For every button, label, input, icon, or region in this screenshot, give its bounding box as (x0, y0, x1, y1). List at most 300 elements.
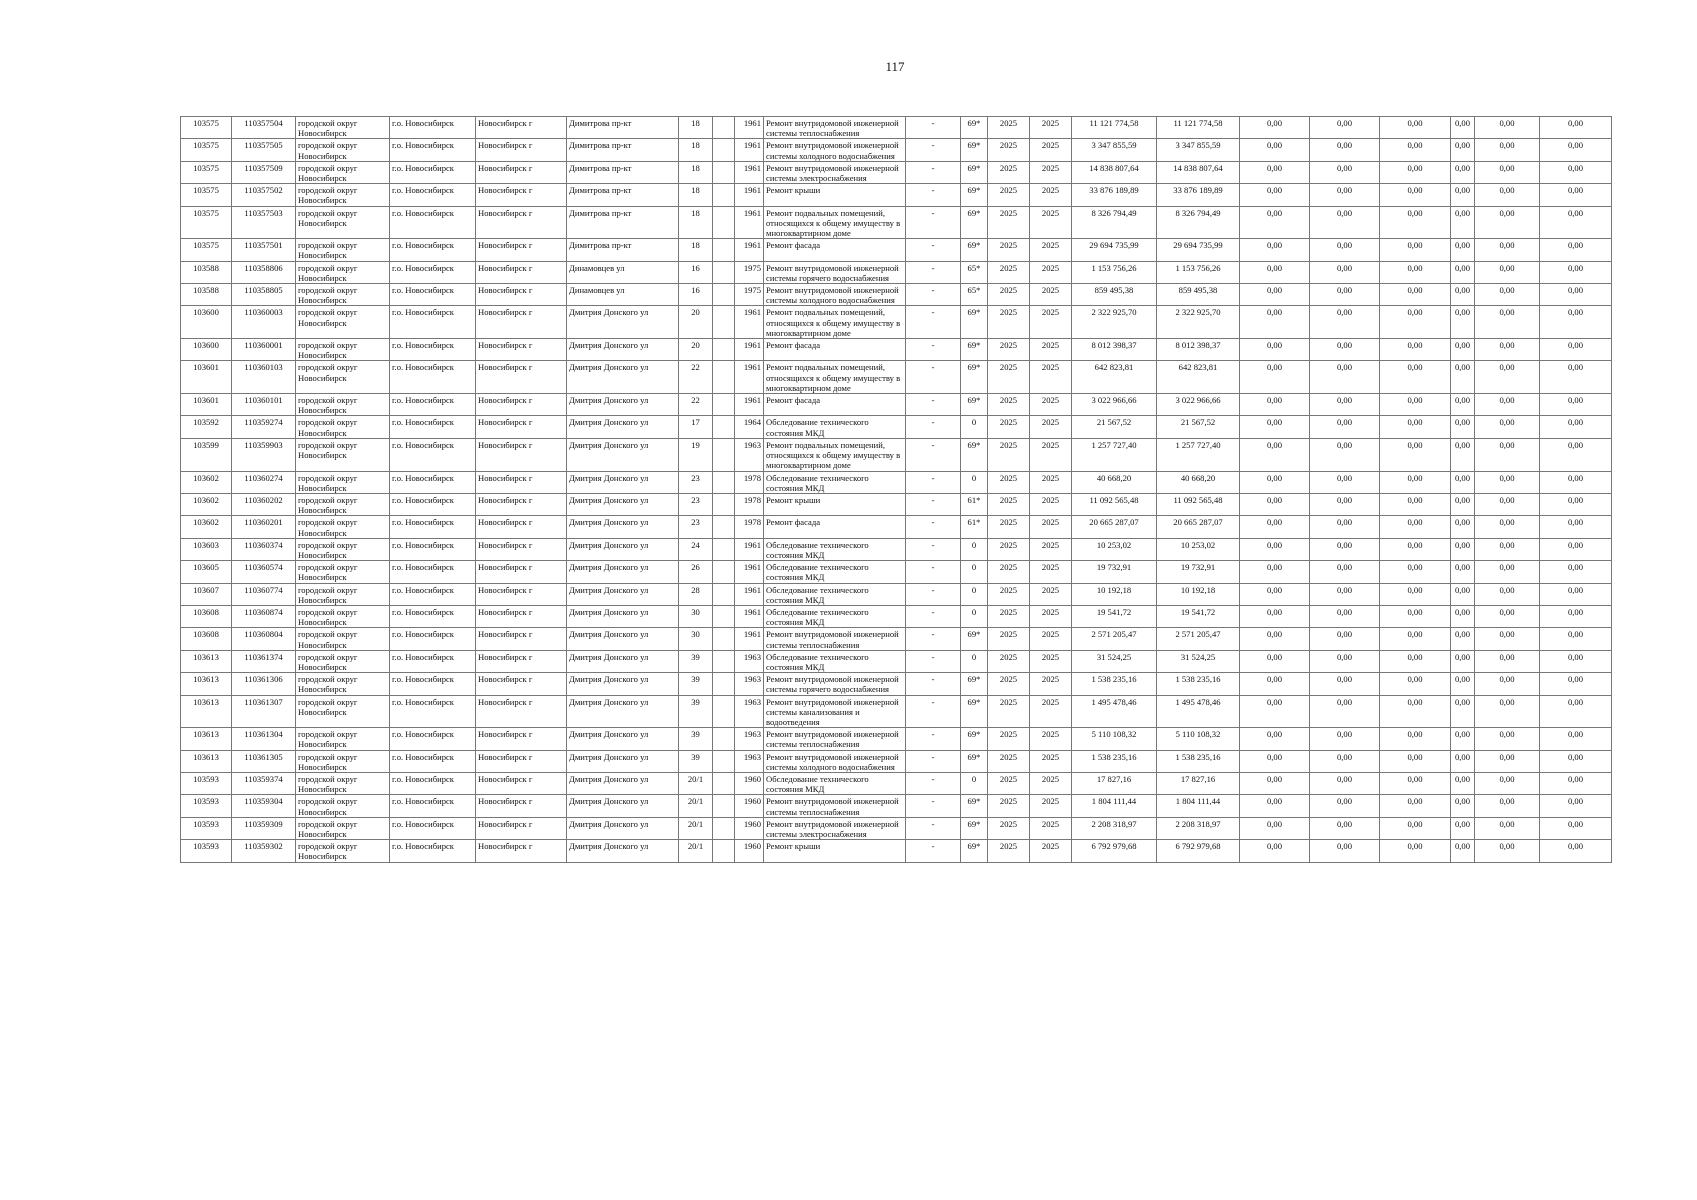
district-cell: г.о. Новосибирск (390, 394, 476, 416)
table-row (181, 561, 1612, 583)
row-id-cell: 103613 (181, 750, 232, 772)
street-cell: Димитрова пр-кт (567, 117, 679, 139)
amount-3-cell: 0,00 (1380, 161, 1451, 183)
row-id-cell: 103593 (181, 795, 232, 817)
plan-year-start-cell: 2025 (988, 538, 1030, 560)
table-row (181, 184, 1612, 206)
district-cell: г.о. Новосибирск (390, 795, 476, 817)
year-built-cell: 1961 (735, 583, 764, 605)
amount-1-cell: 0,00 (1240, 239, 1310, 261)
amount-3-cell: 0,00 (1380, 750, 1451, 772)
amount-2-cell: 0,00 (1310, 493, 1380, 515)
amount-6-cell: 0,00 (1540, 394, 1612, 416)
plan-year-start-cell: 2025 (988, 772, 1030, 794)
total-cost-cell: 31 524,25 (1072, 650, 1157, 672)
house-cell: 39 (679, 750, 713, 772)
row-id-cell: 103608 (181, 628, 232, 650)
wear-cell: 69* (961, 695, 988, 728)
wear-cell: 61* (961, 516, 988, 538)
amount-4-cell: 0,00 (1451, 728, 1475, 750)
letter-cell (713, 339, 735, 361)
amount-4-cell: 0,00 (1451, 538, 1475, 560)
work-type-cell: Обследование технического состояния МКД (764, 583, 906, 605)
municipality-cell: городской округ Новосибирск (296, 538, 390, 560)
municipality-cell: городской округ Новосибирск (296, 628, 390, 650)
table-row (181, 795, 1612, 817)
plan-year-end-cell: 2025 (1030, 139, 1072, 161)
work-type-cell: Обследование технического состояния МКД (764, 471, 906, 493)
house-cell: 18 (679, 139, 713, 161)
dash-cell: - (906, 695, 961, 728)
letter-cell (713, 772, 735, 794)
amount-3-cell: 0,00 (1380, 538, 1451, 560)
municipality-cell: городской округ Новосибирск (296, 416, 390, 438)
municipality-cell: городской округ Новосибирск (296, 650, 390, 672)
plan-year-start-cell: 2025 (988, 394, 1030, 416)
amount-6-cell: 0,00 (1540, 817, 1612, 839)
row-id-cell: 103575 (181, 239, 232, 261)
plan-year-end-cell: 2025 (1030, 394, 1072, 416)
city-cell: Новосибирск г (476, 306, 567, 339)
plan-year-end-cell: 2025 (1030, 695, 1072, 728)
municipality-cell: городской округ Новосибирск (296, 728, 390, 750)
house-cell: 39 (679, 728, 713, 750)
amount-4-cell: 0,00 (1451, 817, 1475, 839)
letter-cell (713, 438, 735, 471)
city-cell: Новосибирск г (476, 750, 567, 772)
total-cost-cell: 6 792 979,68 (1072, 840, 1157, 862)
city-cell: Новосибирск г (476, 361, 567, 394)
work-code-cell: 110359304 (232, 795, 296, 817)
year-built-cell: 1963 (735, 695, 764, 728)
house-cell: 23 (679, 516, 713, 538)
city-cell: Новосибирск г (476, 840, 567, 862)
year-built-cell: 1961 (735, 394, 764, 416)
amount-4-cell: 0,00 (1451, 306, 1475, 339)
amount-1-cell: 0,00 (1240, 161, 1310, 183)
municipality-cell: городской округ Новосибирск (296, 261, 390, 283)
row-id-cell: 103602 (181, 493, 232, 515)
amount-2-cell: 0,00 (1310, 139, 1380, 161)
plan-year-start-cell: 2025 (988, 471, 1030, 493)
plan-year-end-cell: 2025 (1030, 284, 1072, 306)
amount-2-cell: 0,00 (1310, 516, 1380, 538)
year-built-cell: 1978 (735, 493, 764, 515)
house-cell: 20/1 (679, 840, 713, 862)
plan-year-start-cell: 2025 (988, 261, 1030, 283)
city-cell: Новосибирск г (476, 493, 567, 515)
amount-6-cell: 0,00 (1540, 772, 1612, 794)
row-id-cell: 103607 (181, 583, 232, 605)
amount-1-cell: 0,00 (1240, 628, 1310, 650)
plan-year-start-cell: 2025 (988, 750, 1030, 772)
work-type-cell: Ремонт крыши (764, 184, 906, 206)
fund-sum-cell: 1 804 111,44 (1157, 795, 1240, 817)
city-cell: Новосибирск г (476, 438, 567, 471)
amount-5-cell: 0,00 (1475, 750, 1540, 772)
amount-5-cell: 0,00 (1475, 117, 1540, 139)
amount-2-cell: 0,00 (1310, 161, 1380, 183)
table-row (181, 695, 1612, 728)
fund-sum-cell: 1 538 235,16 (1157, 750, 1240, 772)
amount-6-cell: 0,00 (1540, 840, 1612, 862)
district-cell: г.о. Новосибирск (390, 306, 476, 339)
dash-cell: - (906, 339, 961, 361)
city-cell: Новосибирск г (476, 184, 567, 206)
work-type-cell: Обследование технического состояния МКД (764, 605, 906, 627)
plan-year-end-cell: 2025 (1030, 261, 1072, 283)
table-row (181, 493, 1612, 515)
house-cell: 16 (679, 261, 713, 283)
work-type-cell: Ремонт внутридомовой инженерной системы холодного водоснабжения (764, 750, 906, 772)
table-row (181, 750, 1612, 772)
year-built-cell: 1961 (735, 117, 764, 139)
wear-cell: 0 (961, 471, 988, 493)
letter-cell (713, 628, 735, 650)
fund-sum-cell: 20 665 287,07 (1157, 516, 1240, 538)
amount-5-cell: 0,00 (1475, 284, 1540, 306)
municipality-cell: городской округ Новосибирск (296, 139, 390, 161)
amount-5-cell: 0,00 (1475, 795, 1540, 817)
dash-cell: - (906, 139, 961, 161)
fund-sum-cell: 2 322 925,70 (1157, 306, 1240, 339)
dash-cell: - (906, 840, 961, 862)
letter-cell (713, 728, 735, 750)
amount-6-cell: 0,00 (1540, 750, 1612, 772)
fund-sum-cell: 10 192,18 (1157, 583, 1240, 605)
amount-5-cell: 0,00 (1475, 583, 1540, 605)
row-id-cell: 103600 (181, 339, 232, 361)
work-type-cell: Ремонт внутридомовой инженерной системы электроснабжения (764, 161, 906, 183)
district-cell: г.о. Новосибирск (390, 605, 476, 627)
letter-cell (713, 161, 735, 183)
dash-cell: - (906, 471, 961, 493)
total-cost-cell: 3 347 855,59 (1072, 139, 1157, 161)
amount-1-cell: 0,00 (1240, 673, 1310, 695)
amount-4-cell: 0,00 (1451, 206, 1475, 239)
city-cell: Новосибирск г (476, 261, 567, 283)
house-cell: 20/1 (679, 772, 713, 794)
municipality-cell: городской округ Новосибирск (296, 695, 390, 728)
work-type-cell: Обследование технического состояния МКД (764, 561, 906, 583)
house-cell: 16 (679, 284, 713, 306)
plan-year-end-cell: 2025 (1030, 772, 1072, 794)
work-code-cell: 110359903 (232, 438, 296, 471)
row-id-cell: 103588 (181, 284, 232, 306)
municipality-cell: городской округ Новосибирск (296, 339, 390, 361)
work-code-cell: 110361374 (232, 650, 296, 672)
city-cell: Новосибирск г (476, 139, 567, 161)
street-cell: Дмитрия Донского ул (567, 561, 679, 583)
district-cell: г.о. Новосибирск (390, 561, 476, 583)
total-cost-cell: 10 192,18 (1072, 583, 1157, 605)
plan-year-end-cell: 2025 (1030, 117, 1072, 139)
street-cell: Дмитрия Донского ул (567, 695, 679, 728)
plan-year-start-cell: 2025 (988, 650, 1030, 672)
dash-cell: - (906, 650, 961, 672)
district-cell: г.о. Новосибирск (390, 361, 476, 394)
amount-6-cell: 0,00 (1540, 728, 1612, 750)
wear-cell: 69* (961, 394, 988, 416)
total-cost-cell: 1 153 756,26 (1072, 261, 1157, 283)
wear-cell: 0 (961, 772, 988, 794)
house-cell: 20 (679, 306, 713, 339)
year-built-cell: 1978 (735, 471, 764, 493)
amount-2-cell: 0,00 (1310, 394, 1380, 416)
letter-cell (713, 239, 735, 261)
plan-year-end-cell: 2025 (1030, 673, 1072, 695)
municipality-cell: городской округ Новосибирск (296, 840, 390, 862)
fund-sum-cell: 1 153 756,26 (1157, 261, 1240, 283)
street-cell: Дмитрия Донского ул (567, 416, 679, 438)
city-cell: Новосибирск г (476, 394, 567, 416)
year-built-cell: 1961 (735, 139, 764, 161)
work-type-cell: Ремонт внутридомовой инженерной системы горячего водоснабжения (764, 261, 906, 283)
work-code-cell: 110360101 (232, 394, 296, 416)
wear-cell: 0 (961, 538, 988, 560)
district-cell: г.о. Новосибирск (390, 673, 476, 695)
municipality-cell: городской округ Новосибирск (296, 772, 390, 794)
fund-sum-cell: 19 541,72 (1157, 605, 1240, 627)
street-cell: Дмитрия Донского ул (567, 339, 679, 361)
amount-2-cell: 0,00 (1310, 306, 1380, 339)
dash-cell: - (906, 728, 961, 750)
dash-cell: - (906, 795, 961, 817)
plan-year-end-cell: 2025 (1030, 306, 1072, 339)
amount-2-cell: 0,00 (1310, 438, 1380, 471)
plan-year-start-cell: 2025 (988, 306, 1030, 339)
fund-sum-cell: 8 326 794,49 (1157, 206, 1240, 239)
table-body (181, 117, 1612, 863)
plan-year-end-cell: 2025 (1030, 728, 1072, 750)
row-id-cell: 103613 (181, 728, 232, 750)
city-cell: Новосибирск г (476, 538, 567, 560)
amount-5-cell: 0,00 (1475, 184, 1540, 206)
district-cell: г.о. Новосибирск (390, 516, 476, 538)
street-cell: Дмитрия Донского ул (567, 516, 679, 538)
table-row (181, 628, 1612, 650)
row-id-cell: 103593 (181, 840, 232, 862)
district-cell: г.о. Новосибирск (390, 817, 476, 839)
amount-2-cell: 0,00 (1310, 673, 1380, 695)
municipality-cell: городской округ Новосибирск (296, 161, 390, 183)
street-cell: Дмитрия Донского ул (567, 538, 679, 560)
dash-cell: - (906, 394, 961, 416)
letter-cell (713, 673, 735, 695)
amount-2-cell: 0,00 (1310, 840, 1380, 862)
total-cost-cell: 11 092 565,48 (1072, 493, 1157, 515)
work-code-cell: 110360804 (232, 628, 296, 650)
district-cell: г.о. Новосибирск (390, 416, 476, 438)
house-cell: 20/1 (679, 817, 713, 839)
letter-cell (713, 117, 735, 139)
amount-3-cell: 0,00 (1380, 561, 1451, 583)
row-id-cell: 103613 (181, 673, 232, 695)
work-code-cell: 110360374 (232, 538, 296, 560)
fund-sum-cell: 3 347 855,59 (1157, 139, 1240, 161)
amount-3-cell: 0,00 (1380, 184, 1451, 206)
dash-cell: - (906, 628, 961, 650)
municipality-cell: городской округ Новосибирск (296, 239, 390, 261)
amount-4-cell: 0,00 (1451, 673, 1475, 695)
letter-cell (713, 361, 735, 394)
dash-cell: - (906, 561, 961, 583)
amount-6-cell: 0,00 (1540, 516, 1612, 538)
amount-3-cell: 0,00 (1380, 117, 1451, 139)
district-cell: г.о. Новосибирск (390, 139, 476, 161)
table-row (181, 394, 1612, 416)
plan-year-end-cell: 2025 (1030, 650, 1072, 672)
district-cell: г.о. Новосибирск (390, 117, 476, 139)
amount-3-cell: 0,00 (1380, 239, 1451, 261)
amount-6-cell: 0,00 (1540, 650, 1612, 672)
plan-year-end-cell: 2025 (1030, 628, 1072, 650)
amount-3-cell: 0,00 (1380, 772, 1451, 794)
amount-5-cell: 0,00 (1475, 772, 1540, 794)
row-id-cell: 103575 (181, 117, 232, 139)
dash-cell: - (906, 493, 961, 515)
wear-cell: 69* (961, 361, 988, 394)
fund-sum-cell: 10 253,02 (1157, 538, 1240, 560)
row-id-cell: 103605 (181, 561, 232, 583)
plan-year-end-cell: 2025 (1030, 817, 1072, 839)
work-code-cell: 110359274 (232, 416, 296, 438)
work-type-cell: Ремонт внутридомовой инженерной системы горячего водоснабжения (764, 673, 906, 695)
total-cost-cell: 17 827,16 (1072, 772, 1157, 794)
house-cell: 19 (679, 438, 713, 471)
amount-1-cell: 0,00 (1240, 339, 1310, 361)
table-row (181, 339, 1612, 361)
amount-2-cell: 0,00 (1310, 284, 1380, 306)
amount-6-cell: 0,00 (1540, 471, 1612, 493)
letter-cell (713, 184, 735, 206)
amount-5-cell: 0,00 (1475, 471, 1540, 493)
total-cost-cell: 3 022 966,66 (1072, 394, 1157, 416)
letter-cell (713, 493, 735, 515)
municipality-cell: городской округ Новосибирск (296, 361, 390, 394)
amount-4-cell: 0,00 (1451, 239, 1475, 261)
city-cell: Новосибирск г (476, 628, 567, 650)
amount-3-cell: 0,00 (1380, 650, 1451, 672)
amount-3-cell: 0,00 (1380, 284, 1451, 306)
amount-4-cell: 0,00 (1451, 561, 1475, 583)
plan-year-start-cell: 2025 (988, 339, 1030, 361)
amount-1-cell: 0,00 (1240, 438, 1310, 471)
plan-year-start-cell: 2025 (988, 184, 1030, 206)
amount-6-cell: 0,00 (1540, 139, 1612, 161)
amount-4-cell: 0,00 (1451, 139, 1475, 161)
amount-6-cell: 0,00 (1540, 239, 1612, 261)
plan-year-end-cell: 2025 (1030, 361, 1072, 394)
amount-5-cell: 0,00 (1475, 695, 1540, 728)
district-cell: г.о. Новосибирск (390, 628, 476, 650)
street-cell: Дмитрия Донского ул (567, 817, 679, 839)
work-code-cell: 110361307 (232, 695, 296, 728)
district-cell: г.о. Новосибирск (390, 772, 476, 794)
amount-4-cell: 0,00 (1451, 471, 1475, 493)
city-cell: Новосибирск г (476, 339, 567, 361)
year-built-cell: 1963 (735, 438, 764, 471)
total-cost-cell: 2 322 925,70 (1072, 306, 1157, 339)
work-code-cell: 110358806 (232, 261, 296, 283)
dash-cell: - (906, 605, 961, 627)
city-cell: Новосибирск г (476, 161, 567, 183)
work-code-cell: 110359302 (232, 840, 296, 862)
amount-2-cell: 0,00 (1310, 605, 1380, 627)
city-cell: Новосибирск г (476, 583, 567, 605)
district-cell: г.о. Новосибирск (390, 728, 476, 750)
year-built-cell: 1961 (735, 184, 764, 206)
row-id-cell: 103588 (181, 261, 232, 283)
work-code-cell: 110360202 (232, 493, 296, 515)
row-id-cell: 103603 (181, 538, 232, 560)
street-cell: Дмитрия Донского ул (567, 438, 679, 471)
work-code-cell: 110357502 (232, 184, 296, 206)
amount-5-cell: 0,00 (1475, 239, 1540, 261)
row-id-cell: 103613 (181, 650, 232, 672)
year-built-cell: 1961 (735, 361, 764, 394)
year-built-cell: 1964 (735, 416, 764, 438)
amount-5-cell: 0,00 (1475, 139, 1540, 161)
fund-sum-cell: 1 495 478,46 (1157, 695, 1240, 728)
row-id-cell: 103575 (181, 139, 232, 161)
amount-4-cell: 0,00 (1451, 516, 1475, 538)
row-id-cell: 103601 (181, 361, 232, 394)
wear-cell: 69* (961, 139, 988, 161)
plan-year-end-cell: 2025 (1030, 795, 1072, 817)
plan-year-start-cell: 2025 (988, 840, 1030, 862)
wear-cell: 69* (961, 184, 988, 206)
plan-year-start-cell: 2025 (988, 361, 1030, 394)
letter-cell (713, 750, 735, 772)
house-cell: 22 (679, 394, 713, 416)
house-cell: 18 (679, 161, 713, 183)
year-built-cell: 1975 (735, 284, 764, 306)
amount-4-cell: 0,00 (1451, 605, 1475, 627)
house-cell: 18 (679, 117, 713, 139)
municipality-cell: городской округ Новосибирск (296, 583, 390, 605)
row-id-cell: 103575 (181, 206, 232, 239)
district-cell: г.о. Новосибирск (390, 284, 476, 306)
amount-5-cell: 0,00 (1475, 161, 1540, 183)
plan-year-end-cell: 2025 (1030, 416, 1072, 438)
work-code-cell: 110357503 (232, 206, 296, 239)
district-cell: г.о. Новосибирск (390, 184, 476, 206)
amount-5-cell: 0,00 (1475, 673, 1540, 695)
amount-6-cell: 0,00 (1540, 561, 1612, 583)
amount-1-cell: 0,00 (1240, 728, 1310, 750)
total-cost-cell: 1 538 235,16 (1072, 673, 1157, 695)
amount-5-cell: 0,00 (1475, 438, 1540, 471)
city-cell: Новосибирск г (476, 673, 567, 695)
amount-4-cell: 0,00 (1451, 261, 1475, 283)
plan-year-end-cell: 2025 (1030, 206, 1072, 239)
row-id-cell: 103601 (181, 394, 232, 416)
street-cell: Димитрова пр-кт (567, 139, 679, 161)
city-cell: Новосибирск г (476, 117, 567, 139)
amount-2-cell: 0,00 (1310, 817, 1380, 839)
work-type-cell: Обследование технического состояния МКД (764, 650, 906, 672)
street-cell: Димитрова пр-кт (567, 206, 679, 239)
amount-3-cell: 0,00 (1380, 306, 1451, 339)
table-row (181, 161, 1612, 183)
work-type-cell: Ремонт фасада (764, 239, 906, 261)
amount-4-cell: 0,00 (1451, 628, 1475, 650)
work-type-cell: Ремонт внутридомовой инженерной системы канализования и водоотведения (764, 695, 906, 728)
amount-6-cell: 0,00 (1540, 583, 1612, 605)
letter-cell (713, 605, 735, 627)
dash-cell: - (906, 538, 961, 560)
